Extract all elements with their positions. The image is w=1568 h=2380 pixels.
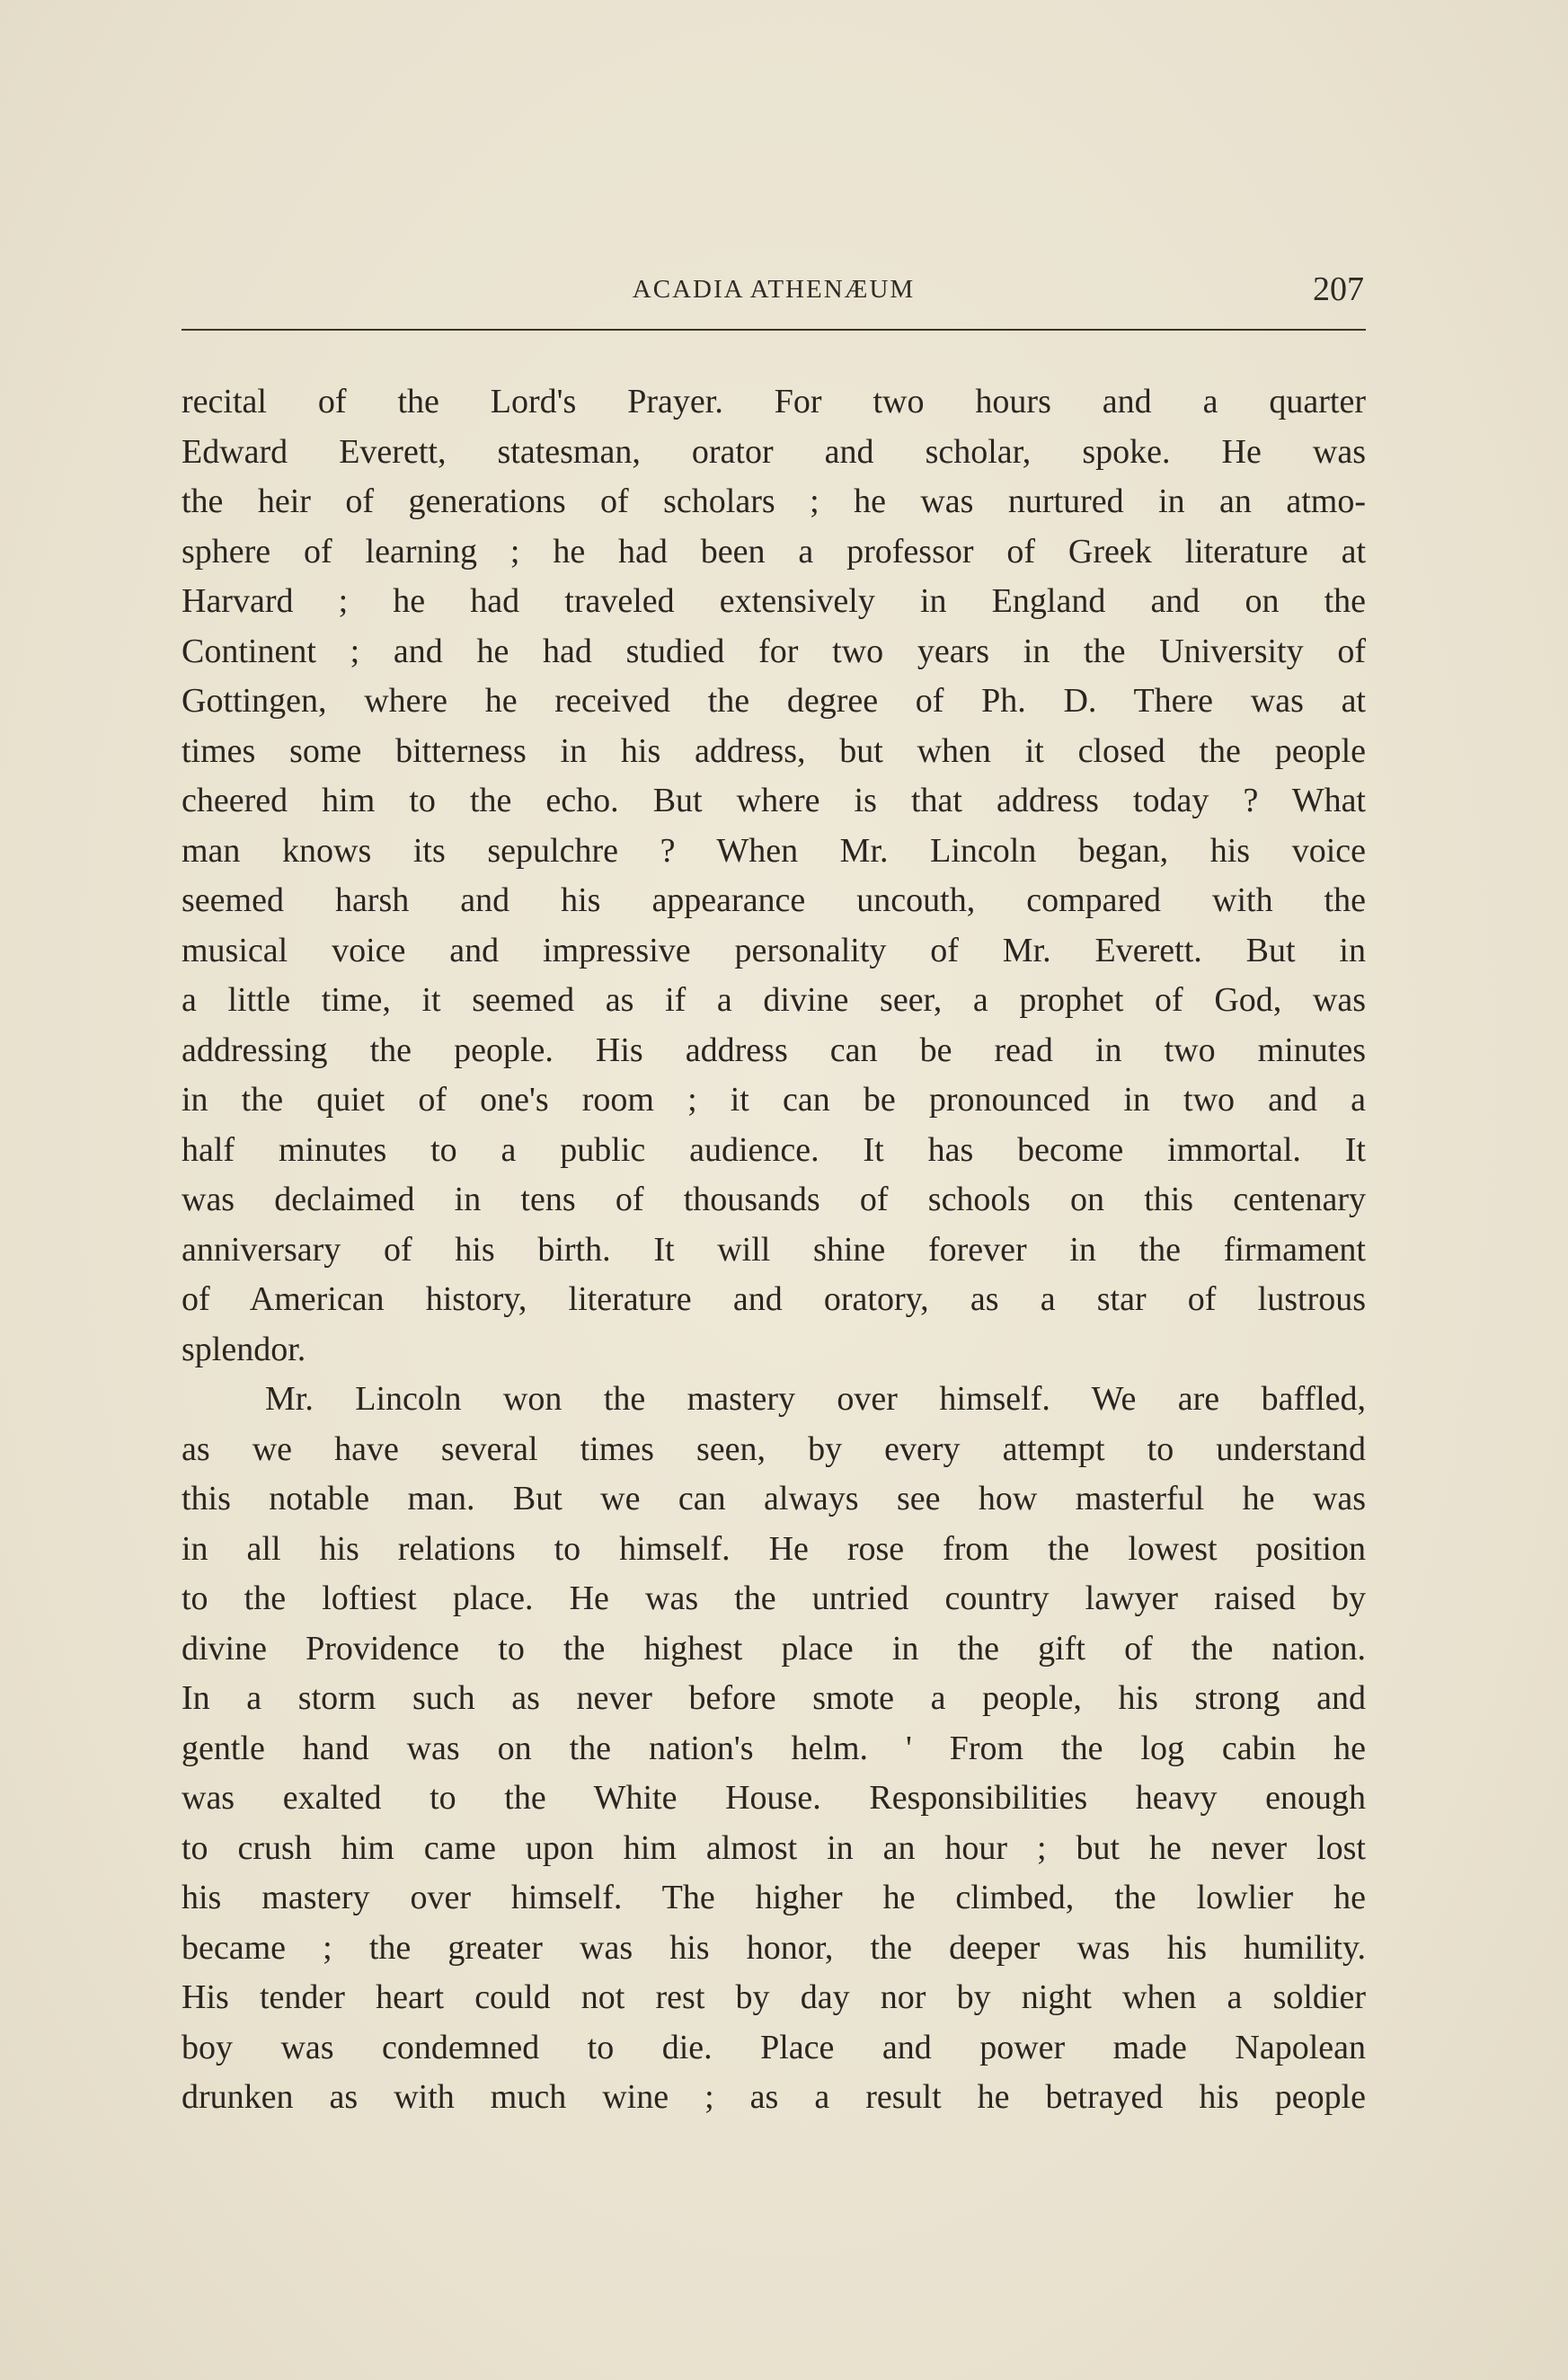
text-line: his mastery over himself. The higher he climbed, the lowlier he [182,1879,1366,1916]
text-line: splendor. [182,1330,306,1368]
text-line: boy was condemned to die. Place and power made Napolean [182,2028,1366,2066]
text-line: in all his relations to himself. He rose from the lowest position [182,1529,1366,1568]
text-line: His tender heart could not rest by day nor by night when a soldier [182,1978,1366,2016]
text-line: musical voice and impressive personality of Mr. Everett. But in [182,931,1366,969]
header-rule [182,329,1366,331]
text-line: became ; the greater was his honor, the deeper was his humility. [182,1928,1366,1967]
text-line: cheered him to the echo. But where is that address today ? What [182,782,1366,819]
body-text [182,377,1366,2123]
text-line: in the quiet of one's room ; it can be pronounced in two and a [182,1081,1366,1119]
text-line: this notable man. But we can always see how masterful he was [182,1480,1366,1517]
text-line: times some bitterness in his address, but when it closed the people [182,731,1366,770]
running-title: ACADIA ATHENÆUM [632,275,916,304]
text-line: as we have several times seen, by every attempt to understand [182,1429,1366,1468]
text-line: addressing the people. His address can be read in two minutes [182,1031,1366,1069]
text-line: Harvard ; he had traveled extensively in England and on the [182,582,1366,620]
text-line: Mr. Lincoln won the mastery over himself. We are baffled, [265,1380,1366,1418]
text-line: a little time, it seemed as if a divine seer, a prophet of God, was [182,981,1366,1019]
paragraph-2 [182,1375,1366,2123]
page-number: 207 [1313,270,1364,308]
text-line: the heir of generations of scholars ; he was nurtured in an atmo- [182,482,1366,520]
running-head [182,270,1366,314]
text-line: Gottingen, where he received the degree of Ph. D. There was at [182,682,1366,720]
text-line: gentle hand was on the nation's helm. ' From the log cabin he [182,1729,1366,1767]
text-line: was declaimed in tens of thousands of schools on this centenary [182,1181,1366,1218]
text-line: half minutes to a public audience. It has become immortal. It [182,1130,1366,1169]
text-line: anniversary of his birth. It will shine forever in the firmament [182,1230,1366,1269]
text-line: seemed harsh and his appearance uncouth, compared with the [182,881,1366,919]
text-line: drunken as with much wine ; as a result he betrayed his people [182,2078,1366,2116]
text-line: divine Providence to the highest place in the gift of the nation. [182,1629,1366,1668]
text-line: man knows its sepulchre ? When Mr. Lincoln began, his voice [182,831,1366,870]
text-line: recital of the Lord's Prayer. For two hours and a quarter [182,383,1366,420]
text-line: sphere of learning ; he had been a professor of Greek literature at [182,532,1366,571]
text-line: of American history, literature and oratory, as a star of lustrous [182,1280,1366,1318]
text-line: In a storm such as never before smote a people, his strong and [182,1679,1366,1717]
text-line: to the loftiest place. He was the untried country lawyer raised by [182,1579,1366,1617]
paragraph-1 [182,377,1366,1375]
text-line: was exalted to the White House. Responsibilities heavy enough [182,1779,1366,1817]
text-line: Edward Everett, statesman, orator and scholar, spoke. He was [182,432,1366,471]
text-line: Continent ; and he had studied for two years in the University of [182,632,1366,670]
text-line: to crush him came upon him almost in an hour ; but he never lost [182,1828,1366,1867]
